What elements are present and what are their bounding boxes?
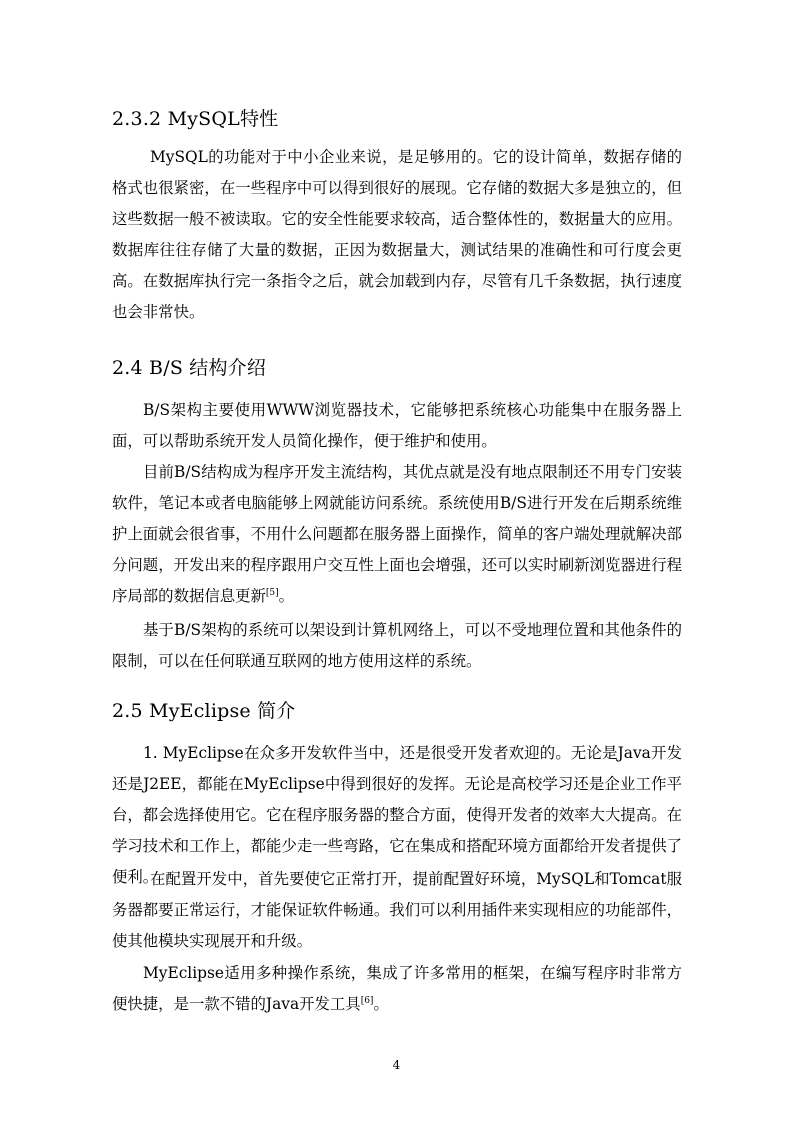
section-heading-bs: 2.4 B/S 结构介绍 [112,357,267,379]
paragraph-myeclipse-intro: 1. MyEclipse在众多开发软件当中，还是很受开发者欢迎的。无论是Java开发还是J2EE，都能在MyEclipse中得到很好的发挥。无论是高校学习还是企业工作平台，都会选择使用它。它在程序服务器的整合方面，使得开发者的效率大大提高。在学习技术和工作上，都能少走一些弯路，它在集成和搭配环境方面都给开发者提供了便利。 [112,744,682,886]
paragraph-myeclipse-os [112,958,682,1020]
paragraph-myeclipse-os-tail: 。 [373,995,389,1013]
section-heading-mysql: 2.3.2 MySQL特性 [112,108,279,130]
paragraph-bs-advantages-text: 目前B/S结构成为程序开发主流结构，其优点就是没有地点限制还不用专门安装软件，笔记本或者电脑能够上网就能访问系统。系统使用B/S进行开发在后期系统维护上面就会很省事，不用什么问题都在服务器上面操作，简单的客户端处理就解决部分问题，开发出来的程序跟用户交互性上面也会增强，还可以实时刷新浏览器进行程序局部的数据信息更新 [112,463,682,605]
paragraph-bs-intro: B/S架构主要使用WWW浏览器技术，它能够把系统核心功能集中在服务器上面，可以帮助系统开发人员简化操作，便于维护和使用。 [112,401,682,450]
citation-6: [6] [360,995,374,1006]
paragraph-myeclipse-config: 在配置开发中，首先要使它正常打开，提前配置好环境，MySQL和Tomcat服务器都要正常运行，才能保证软件畅通。我们可以利用插件来实现相应的功能部件，使其他模块实现展开和升级。 [112,870,682,950]
paragraph-mysql-features: MySQL的功能对于中小企业来说，是足够用的。它的设计简单，数据存储的格式也很紧密，在一些程序中可以得到很好的展现。它存储的数据大多是独立的，但这些数据一般不被读取。它的安全性能要求较高，适合整体性的，数据量大的应用。数据库往往存储了大量的数据，正因为数据量大，测试结果的准确性和可行度会更高。在数据库执行完一条指令之后，就会加载到内存，尽管有几千条数据，执行速度也会非常快。 [112,148,682,321]
section-heading-myeclipse: 2.5 MyEclipse 简介 [112,700,296,722]
paragraph-bs-network: 基于B/S架构的系统可以架设到计算机网络上，可以不受地理位置和其他条件的限制，可以在任何联通互联网的地方使用这样的系统。 [112,621,682,670]
page-number: 4 [392,1058,401,1072]
paragraph-bs-advantages [112,457,682,612]
paragraph-myeclipse-os-text: MyEclipse适用多种操作系统，集成了许多常用的框架，在编写程序时非常方便快捷，是一款不错的Java开发工具 [112,964,682,1013]
paragraph-bs-advantages-tail: 。 [278,587,295,605]
citation-5: [5] [265,587,279,598]
